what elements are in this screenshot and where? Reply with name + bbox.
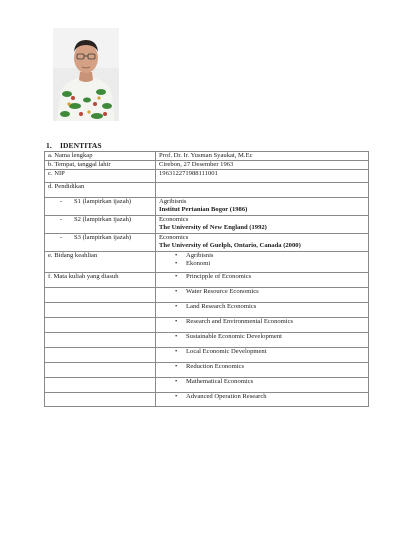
- label-nama: a. Nama lengkap: [45, 152, 156, 161]
- dash-s3: -: [60, 234, 63, 241]
- bullet-icon: •: [175, 260, 178, 267]
- field-s3: Economics: [159, 234, 189, 241]
- dash-s2: -: [60, 216, 63, 223]
- bullet-icon: •: [175, 318, 178, 325]
- label-s1: [45, 198, 156, 216]
- table-row: [45, 333, 369, 348]
- label-s3-text: S3 (lampirkan ijazah): [74, 234, 132, 241]
- bullet-icon: •: [175, 303, 178, 310]
- value-pendidikan: [156, 183, 369, 198]
- table-row: [45, 303, 369, 318]
- section-heading: [46, 141, 102, 150]
- institution-s1: Institut Pertanian Bogor (1986): [159, 206, 248, 213]
- empty-cell: [45, 303, 156, 318]
- empty-cell: [45, 333, 156, 348]
- course-cell: [156, 318, 369, 333]
- field-s1: Agribisnis: [159, 198, 187, 205]
- course-cell: [156, 363, 369, 378]
- bullet-icon: •: [175, 288, 178, 295]
- label-ttl: b. Tempat, tanggal lahir: [45, 161, 156, 170]
- institution-s3: The University of Guelph, Ontario, Canada (2000): [159, 242, 301, 249]
- empty-cell: [45, 318, 156, 333]
- bullet-icon: •: [175, 393, 178, 400]
- institution-s2: The University of New England (1992): [159, 224, 267, 231]
- empty-cell: [45, 378, 156, 393]
- label-s2-text: S2 (lampirkan ijazah): [74, 216, 132, 223]
- list-item: • Principple of Economics: [175, 273, 252, 280]
- bullet-icon: •: [175, 378, 178, 385]
- section-title: IDENTITAS: [60, 141, 102, 150]
- course-cell: [156, 348, 369, 363]
- list-item: • Reduction Economics: [175, 363, 245, 370]
- empty-cell: [45, 348, 156, 363]
- profile-photo: [53, 28, 119, 121]
- list-item: • Advanced Operation Research: [175, 393, 267, 400]
- table-row-matakuliah: [45, 273, 369, 288]
- label-pendidikan: d. Pendidikan: [45, 183, 156, 198]
- dash-s1: -: [60, 198, 63, 205]
- table-row: [45, 348, 369, 363]
- bullet-icon: •: [175, 348, 178, 355]
- person-portrait-image: [53, 28, 119, 121]
- table-row-ttl: [45, 161, 369, 170]
- course-cell: [156, 273, 369, 288]
- value-s2: [156, 216, 369, 234]
- table-row-nama: [45, 152, 369, 161]
- list-item: • Research and Environmental Economics: [175, 318, 294, 325]
- empty-cell: [45, 363, 156, 378]
- table-row-nip: [45, 170, 369, 183]
- value-nama: Prof. Dr. Ir. Yusman Syaukat, M.Ec: [156, 152, 369, 161]
- course-cell: [156, 303, 369, 318]
- empty-cell: [45, 393, 156, 407]
- table-row-keahlian: [45, 252, 369, 273]
- table-row-s2: [45, 216, 369, 234]
- table-row: [45, 363, 369, 378]
- bullet-icon: •: [175, 252, 178, 259]
- bullet-icon: •: [175, 273, 178, 280]
- bullet-icon: •: [175, 363, 178, 370]
- field-s2: Economics: [159, 216, 189, 223]
- value-nip: 196312271988111001: [156, 170, 369, 183]
- list-item: • Mathematical Economics: [175, 378, 254, 385]
- course-cell: [156, 393, 369, 407]
- value-keahlian: [156, 252, 369, 273]
- course-cell: [156, 288, 369, 303]
- table-row: [45, 288, 369, 303]
- list-item: • Land Research Economics: [175, 303, 257, 310]
- list-item: • Local Economic Development: [175, 348, 267, 355]
- table-row-s3: [45, 234, 369, 252]
- label-s2: [45, 216, 156, 234]
- label-keahlian: e. Bidang keahlian: [45, 252, 156, 273]
- list-item: • Ekonomi: [175, 260, 211, 267]
- table-row-pendidikan: [45, 183, 369, 198]
- table-row: [45, 378, 369, 393]
- table-row: [45, 393, 369, 407]
- identity-table: [44, 151, 369, 407]
- list-item: • Agribisnis: [175, 252, 214, 259]
- label-s1-text: S1 (lampirkan ijazah): [74, 198, 132, 205]
- label-s3: [45, 234, 156, 252]
- value-s3: [156, 234, 369, 252]
- label-nip: c. NIP: [45, 170, 156, 183]
- course-cell: [156, 333, 369, 348]
- course-cell: [156, 378, 369, 393]
- value-s1: [156, 198, 369, 216]
- empty-cell: [45, 288, 156, 303]
- list-item: • Water Resource Economics: [175, 288, 259, 295]
- bullet-icon: •: [175, 333, 178, 340]
- table-row: [45, 318, 369, 333]
- list-item: • Sustainable Economic Development: [175, 333, 282, 340]
- value-ttl: Cirebon, 27 Desember 1963: [156, 161, 369, 170]
- section-number: 1.: [46, 141, 52, 150]
- table-row-s1: [45, 198, 369, 216]
- label-matakuliah: f. Mata kuliah yang diasuh: [45, 273, 156, 288]
